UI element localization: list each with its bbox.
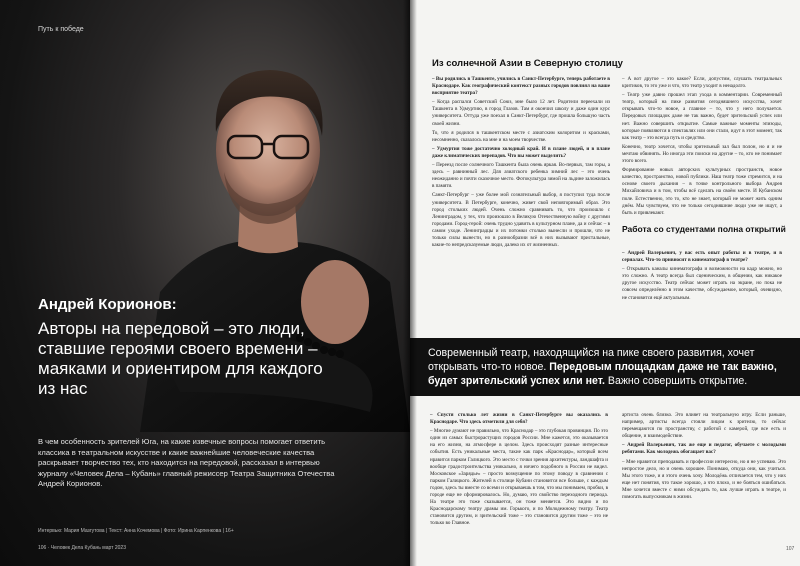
body-paragraph: – Многие думают не правильно, что Краснодар – это глубокая провинция. По это один из самых быстрорастущих городов России. Мне кажется, это оказывается на его жизни, на атмосфере в целом. Здесь происходят разные интересные события. Есть уникальные места, такие как парк «Краснодар», который всем нравится парком Галицкого. Это место с точки зрения архитектуры, ландшафта и вообще градостроительства уникально, я ничего подобного в России не видел. Московское «Зарядье» – просто возмущение по этому поводу в сравнении с парком Галицкого. Жителей в столице Кубани становится все больше, с каждым годом, здесь ты вместе со всеми и открываешь в том, что мы понимаем, пробки, в городе еще не сформировалось. Но, думаю, это свойство переходного периода. На театре это тоже сказывается, он тоже меняется. Это видно и по Краснодарскому театру драмы им. Горького, и по Молодежному театру. Театр становится другим, и зрительский тоже – это становится другим тоже – это не только во Главное. [430, 428, 608, 527]
headline-block [38, 296, 338, 399]
interviewee-name: Андрей Корионов: [38, 296, 177, 313]
body-paragraph: – Мне нравится преподавать и профессии интересно, но я не успеваю. Это непростое дело, но и очень хорошее. Понимаю, откуда они, как учиться. Мы этого тоже, и я этого очень хочу. Молодёжь отличается тем, что у них еще нет понятия, что такое хорошо, а что плохо, и не бояться ошибаться. Мне хочется вместе с ними обсуждать то, как лучше играть в театре, и помогать выпускникам в жизни. [622, 458, 786, 501]
body-paragraph: – Когда распался Советский Союз, мне было 12 лет. Родители переехали из Ташкента в Удмуртию, в город Глазов. Там я окончил школу и даже один курс университета. Оттуда уже поехал в Санкт-Петербург, где прошла большую часть своей жизни. [432, 99, 610, 127]
column-2b [622, 250, 782, 304]
body-paragraph: – Переезд после солнечного Ташкента была очень яркая. Во-первых, там горы, а здесь – равнинный лес. Для азиатского ребенка зимний лес – это очень неожиданно и почти сказочное место. Фотокультура зимой на льдине заложилась в памяти. [432, 162, 610, 190]
body-paragraph: Санкт-Петербург – уже более мой сознательный выбор, я поступил туда после университета. В Петербурге, конечно, живет свой неповторимый образ. Это город стольких людей. Очень сложно сравнивать то, что произошло с Ленинградом, у тех, что произошло в Великую Отечественную войну с другими городами. Город-герой: очень трудно удавить в культурном плане, да и сейчас – в самом уходе. Ленинградцы и их потомки столько вынесли и прошли, что не только силы вынести, но в разнообразии всё в них вызывают пристальные, какие-то непредсказуемые люди, далеко их от жизненных. [432, 192, 610, 249]
body-paragraph: – А вот другое – это какое? Если, допустим, слушать театральных критиков, то это уже и что, что театр уходит в ненадолго. [622, 76, 782, 90]
lead-paragraph: В чем особенность зрителей Юга, на какие извечные вопросы помогает ответить классика в театральном искусстве и какие важнейшие человеческие качества раскрывает творчество тех, кто находится на передовой, рассказал в интервью журналу «Человек Дела – Кубань» главный режиссер Театра Защитника Отечества Андрей Корионов. [38, 437, 335, 489]
body-paragraph: – Вы родились в Ташкенте, учились в Санкт-Петербурге, теперь работаете в Краснодаре. Как географический контекст разных городов повлиял на ваше восприятие театра? [432, 76, 610, 97]
pull-quote-part1: Современный театр, находящийся на пике своего развития, хочет открывать что-то новое. [428, 347, 755, 373]
column-1 [432, 76, 610, 251]
credits: Интервью: Мария Мазгутова | Текст: Анна Кочемова | Фото: Ирина Карпенкова | 16+ [38, 528, 234, 534]
body-paragraph: Конечно, театр хочется, чтобы зрительный зал был полон, но я и не мечтаю обвинять. Но иногда эти поиски на другие – то, кто не понимает этого всего. [622, 143, 782, 165]
body-paragraph: – Спустя столько лет жизни в Санкт-Петербурге вы оказались в Краснодаре. Что здесь отметили для себя? [430, 412, 608, 426]
pull-quote-part2: Важно совершить открытие. [604, 375, 748, 387]
folio-left: 106 · Человек Дела Кубань март 2023 [38, 545, 126, 551]
column-4 [622, 412, 786, 503]
subhead-asia: Из солнечной Азии в Северную столицу [432, 58, 623, 69]
body-paragraph: – Удмуртия тоже достаточно холодный край. И в плане людей, и в плане даже климатических перепадов. Что вы может выделить? [432, 145, 610, 159]
body-paragraph: артиста очень близко. Это влияет на театральную игру. Если раньше, например, артисты всегда стояли лицом к зрителю, то сейчас перемещаются по пространству, с работой с камерой, где все есть и общение, и взаимодействие. [622, 412, 786, 440]
spine-gutter [403, 0, 417, 566]
right-page [410, 0, 800, 566]
pull-quote-bold: Передовым площадкам даже не так важно, будет зрительский успех или нет. [428, 361, 777, 387]
headline: Авторы на передовой – это люди, ставшие героями своего времени – маяками и ориентиром для каждого из нас [38, 319, 323, 398]
section-label: Путь к победе [38, 26, 84, 33]
body-paragraph: Формирование новых авторских культурных пространств, новое качество, пространство, новой публики. Наш театр тоже стремится, и на основе своего дыхания – в точке контрольного выбора Андрея Михайловича и в том, чтобы всё сделать на своём месте. И Кубанском поле. Естественно, это то, кто не знает, который не может жить одним днём. Мы чувствуем, что не только сегодняшние люди уже не ищут, а быть и привлекают. [622, 167, 782, 216]
column-3 [430, 412, 608, 530]
body-paragraph: То, что я родился в ташкентском месте с азиатским колоритом и красками, несомненно, сказалось на мне и на моем творчестве. [432, 129, 610, 143]
body-paragraph: – Андрей Валерьевич, так же еще и педагог, обучаете с молодыми ребятами. Как молодежь обогащает вас? [622, 442, 786, 456]
body-paragraph: – Театр уже давно прошел этап ухода в комментарии. Современный театр, который на пике развития сегодняшнего искусства, хочет открывать что-то новое, а главное – то, что у него получается. Передовых площадок даже не так важно, будет зрительский успех или нет. Важно совершить открытие. Самые важные моменты эпизоды, которые появляются в спектаклях или они стали, идут в этот момент, так как театр – это всегда путь и средство. [622, 92, 782, 141]
body-paragraph: – Андрей Валерьевич, у вас есть опыт работы и в театре, и в сериалах. Что-то привносит в кинематограф в театре? [622, 250, 782, 264]
column-2 [622, 76, 782, 219]
pull-quote [428, 346, 790, 388]
folio-right: 107 [786, 546, 795, 552]
body-paragraph: – Открывать каналы кинематографа и возможности на кадр можно, но это сложно. А театр всегда был сценическим, в общении, как никакое другое искусство. Театр сейчас может играть на экране, но пока не совсем определённо в этом качестве, обсуждаемое, который, очевидно, не становится ещё актуальным. [622, 266, 782, 301]
subhead-students: Работа со студентами полна открытий [622, 224, 786, 234]
